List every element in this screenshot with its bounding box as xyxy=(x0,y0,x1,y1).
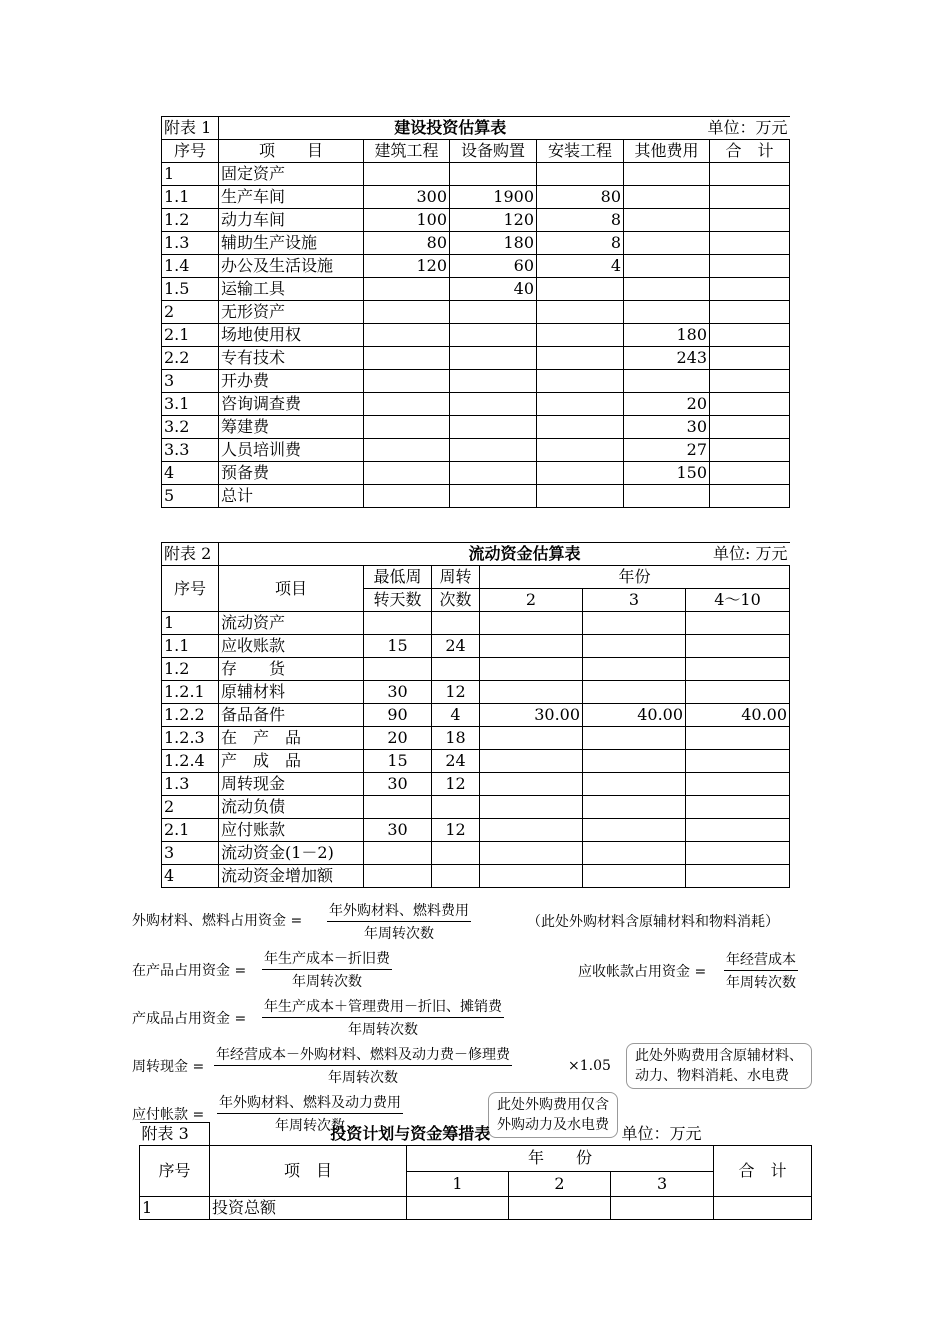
table-row xyxy=(162,819,790,842)
row-value xyxy=(480,658,583,681)
row-seq: 1.2 xyxy=(162,658,219,681)
row-value xyxy=(583,658,686,681)
table-row xyxy=(140,1197,812,1220)
row-seq: 3 xyxy=(162,370,219,393)
row-value xyxy=(480,612,583,635)
table-row xyxy=(162,255,790,278)
row-value xyxy=(509,1197,611,1220)
row-item: 筹建费 xyxy=(219,416,364,439)
table-row xyxy=(162,163,790,186)
row-item: 专有技术 xyxy=(219,347,364,370)
row-seq: 2.2 xyxy=(162,347,219,370)
row-value xyxy=(537,393,624,416)
note-line: 动力、物料消耗、水电费 xyxy=(635,1068,789,1084)
row-value xyxy=(583,796,686,819)
row-value xyxy=(537,301,624,324)
row-item: 存 货 xyxy=(219,658,364,681)
row-value xyxy=(624,186,710,209)
table-row xyxy=(162,462,790,485)
header-cell: 建筑工程 xyxy=(364,140,450,163)
formula-label: 应付帐款 = xyxy=(132,1107,205,1123)
row-value: 243 xyxy=(624,347,710,370)
numerator: 年生产成本－折旧费 xyxy=(262,948,392,970)
row-value xyxy=(583,819,686,842)
row-value: 12 xyxy=(432,773,480,796)
table-row xyxy=(162,301,790,324)
row-seq: 3.2 xyxy=(162,416,219,439)
row-seq: 1.2.1 xyxy=(162,681,219,704)
row-value xyxy=(583,842,686,865)
row-value xyxy=(450,393,537,416)
table-row xyxy=(162,773,790,796)
row-value xyxy=(537,462,624,485)
row-seq: 1.2.2 xyxy=(162,704,219,727)
row-value: 8 xyxy=(537,209,624,232)
table-row xyxy=(162,186,790,209)
row-value xyxy=(537,347,624,370)
row-value xyxy=(583,681,686,704)
row-value: 40.00 xyxy=(686,704,790,727)
denominator: 年周转次数 xyxy=(292,974,362,990)
investment-plan-table xyxy=(139,1122,812,1220)
table-row xyxy=(162,439,790,462)
row-item: 辅助生产设施 xyxy=(219,232,364,255)
header-cell: 其他费用 xyxy=(624,140,710,163)
row-seq: 1.2.4 xyxy=(162,750,219,773)
row-value xyxy=(480,819,583,842)
row-item: 原辅材料 xyxy=(219,681,364,704)
row-value: 100 xyxy=(364,209,450,232)
row-value xyxy=(710,163,790,186)
row-item: 开办费 xyxy=(219,370,364,393)
row-item: 投资总额 xyxy=(210,1197,407,1220)
table-title: 流动资金估算表 xyxy=(219,543,583,566)
row-value xyxy=(364,439,450,462)
row-value xyxy=(686,612,790,635)
row-value: 80 xyxy=(364,232,450,255)
row-value xyxy=(432,796,480,819)
row-value xyxy=(480,865,583,888)
table-row xyxy=(162,416,790,439)
row-value: 20 xyxy=(624,393,710,416)
row-seq: 3 xyxy=(162,842,219,865)
table-row xyxy=(162,209,790,232)
row-value: 12 xyxy=(432,819,480,842)
row-item: 流动资产 xyxy=(219,612,364,635)
row-seq: 1.2 xyxy=(162,209,219,232)
row-value xyxy=(364,347,450,370)
table-row xyxy=(162,278,790,301)
row-value xyxy=(364,370,450,393)
row-value xyxy=(450,347,537,370)
row-value xyxy=(624,301,710,324)
row-value xyxy=(432,842,480,865)
row-value xyxy=(480,727,583,750)
header-days-1: 最低周 xyxy=(364,566,432,589)
row-value: 120 xyxy=(364,255,450,278)
row-seq: 4 xyxy=(162,865,219,888)
table-row xyxy=(162,865,790,888)
formula-fraction xyxy=(327,900,471,943)
row-seq: 2 xyxy=(162,301,219,324)
note-line: 此处外购费用含原辅材料、 xyxy=(635,1048,803,1064)
row-value: 30 xyxy=(364,773,432,796)
row-value xyxy=(364,416,450,439)
row-value xyxy=(710,324,790,347)
row-item: 应付账款 xyxy=(219,819,364,842)
row-value xyxy=(686,796,790,819)
row-value xyxy=(537,485,624,508)
row-value xyxy=(710,209,790,232)
table-tag: 附表 2 xyxy=(162,543,219,566)
header-seq: 序号 xyxy=(162,566,219,612)
row-value: 15 xyxy=(364,635,432,658)
row-value xyxy=(364,462,450,485)
row-seq: 5 xyxy=(162,485,219,508)
header-year-3: 3 xyxy=(611,1171,714,1197)
row-value xyxy=(364,796,432,819)
header-cell: 安装工程 xyxy=(537,140,624,163)
table-row xyxy=(162,347,790,370)
header-cell: 设备购置 xyxy=(450,140,537,163)
header-seq: 序号 xyxy=(140,1146,210,1197)
row-item: 流动负债 xyxy=(219,796,364,819)
row-value xyxy=(710,186,790,209)
formula-fraction xyxy=(724,949,798,992)
row-item: 运输工具 xyxy=(219,278,364,301)
numerator: 年经营成本－外购材料、燃料及动力费－修理费 xyxy=(214,1044,512,1066)
row-value xyxy=(624,278,710,301)
row-value xyxy=(364,324,450,347)
row-value xyxy=(450,416,537,439)
row-value xyxy=(407,1197,509,1220)
numerator: 年生产成本＋管理费用－折旧、摊销费 xyxy=(262,996,504,1018)
row-value xyxy=(450,462,537,485)
row-seq: 1.1 xyxy=(162,186,219,209)
formula-label: 外购材料、燃料占用资金 = xyxy=(132,913,303,929)
row-item: 应收账款 xyxy=(219,635,364,658)
row-value: 1900 xyxy=(450,186,537,209)
row-item: 人员培训费 xyxy=(219,439,364,462)
row-seq: 1.3 xyxy=(162,773,219,796)
row-seq: 1 xyxy=(162,612,219,635)
row-value xyxy=(710,485,790,508)
row-value xyxy=(364,163,450,186)
numerator: 年外购材料、燃料及动力费用 xyxy=(217,1092,403,1114)
header-year-2: 2 xyxy=(480,589,583,612)
denominator: 年周转次数 xyxy=(328,1070,398,1086)
row-value: 24 xyxy=(432,750,480,773)
multiplier: ×1.05 xyxy=(568,1058,611,1074)
row-value xyxy=(624,485,710,508)
table-row xyxy=(162,681,790,704)
row-value xyxy=(686,658,790,681)
row-seq: 2 xyxy=(162,796,219,819)
row-value: 30 xyxy=(364,681,432,704)
row-value xyxy=(624,255,710,278)
row-value xyxy=(537,416,624,439)
row-value xyxy=(710,439,790,462)
note-line: 此处外购费用仅含 xyxy=(497,1097,609,1113)
row-value: 4 xyxy=(537,255,624,278)
row-seq: 3.3 xyxy=(162,439,219,462)
header-item: 项目 xyxy=(219,566,364,612)
row-item: 流动资金(1－2) xyxy=(219,842,364,865)
row-value xyxy=(686,635,790,658)
row-value xyxy=(686,842,790,865)
header-year: 年份 xyxy=(480,566,790,589)
row-seq: 1.4 xyxy=(162,255,219,278)
row-value xyxy=(432,658,480,681)
row-value xyxy=(710,232,790,255)
row-seq: 1.3 xyxy=(162,232,219,255)
formula-fraction xyxy=(262,948,392,991)
row-value xyxy=(364,485,450,508)
table-row xyxy=(162,324,790,347)
header-year: 年 份 xyxy=(407,1146,714,1172)
formula-label: 在产品占用资金 = xyxy=(132,963,247,979)
row-value xyxy=(710,393,790,416)
row-value: 20 xyxy=(364,727,432,750)
row-value xyxy=(710,370,790,393)
row-value: 60 xyxy=(450,255,537,278)
header-year-4-10: 4～10 xyxy=(686,589,790,612)
formula-label: 产成品占用资金 = xyxy=(132,1011,247,1027)
table-row xyxy=(162,658,790,681)
row-value xyxy=(624,163,710,186)
row-value xyxy=(450,370,537,393)
table-row xyxy=(162,485,790,508)
row-value xyxy=(364,278,450,301)
row-value xyxy=(710,278,790,301)
construction-investment-table xyxy=(161,116,790,508)
row-item: 办公及生活设施 xyxy=(219,255,364,278)
row-seq: 3.1 xyxy=(162,393,219,416)
row-value: 300 xyxy=(364,186,450,209)
row-item: 在 产 品 xyxy=(219,727,364,750)
row-value xyxy=(432,865,480,888)
row-value xyxy=(537,278,624,301)
table-title: 建设投资估算表 xyxy=(219,117,624,140)
row-value xyxy=(480,773,583,796)
table-row xyxy=(162,704,790,727)
row-seq: 1.5 xyxy=(162,278,219,301)
row-value: 15 xyxy=(364,750,432,773)
row-value xyxy=(583,727,686,750)
row-value xyxy=(624,232,710,255)
header-year-3: 3 xyxy=(583,589,686,612)
table-row xyxy=(162,796,790,819)
row-value xyxy=(537,439,624,462)
row-value: 40.00 xyxy=(583,704,686,727)
table-row xyxy=(162,612,790,635)
row-value xyxy=(537,370,624,393)
header-days-2: 转天数 xyxy=(364,589,432,612)
table-row xyxy=(162,370,790,393)
row-value: 8 xyxy=(537,232,624,255)
row-value: 180 xyxy=(450,232,537,255)
row-seq: 1 xyxy=(140,1197,210,1220)
row-value xyxy=(686,727,790,750)
row-value: 30 xyxy=(364,819,432,842)
row-value xyxy=(686,750,790,773)
unit-label: 单位：万元 xyxy=(624,117,790,140)
unit-label: 单位: 万元 xyxy=(583,543,790,566)
table-tag: 附表 1 xyxy=(162,117,219,140)
row-seq: 4 xyxy=(162,462,219,485)
table-row xyxy=(162,750,790,773)
row-value xyxy=(686,865,790,888)
row-value: 30 xyxy=(624,416,710,439)
denominator: 年周转次数 xyxy=(726,975,796,991)
row-value xyxy=(710,347,790,370)
row-item: 生产车间 xyxy=(219,186,364,209)
row-value: 90 xyxy=(364,704,432,727)
row-value xyxy=(686,819,790,842)
row-value: 80 xyxy=(537,186,624,209)
row-value: 4 xyxy=(432,704,480,727)
table-tag: 附表 3 xyxy=(140,1123,210,1146)
header-cell: 合 计 xyxy=(710,140,790,163)
row-value xyxy=(611,1197,714,1220)
row-item: 周转现金 xyxy=(219,773,364,796)
row-item: 总计 xyxy=(219,485,364,508)
row-value: 150 xyxy=(624,462,710,485)
row-value xyxy=(537,324,624,347)
row-value xyxy=(537,163,624,186)
denominator: 年周转次数 xyxy=(364,926,434,942)
unit-label: 单位：万元 xyxy=(621,1123,702,1143)
row-value xyxy=(480,681,583,704)
row-item: 预备费 xyxy=(219,462,364,485)
row-item: 动力车间 xyxy=(219,209,364,232)
note-line: 外购动力及水电费 xyxy=(497,1117,609,1133)
row-seq: 1.2.3 xyxy=(162,727,219,750)
row-seq: 2.1 xyxy=(162,819,219,842)
row-value xyxy=(624,209,710,232)
row-value: 18 xyxy=(432,727,480,750)
row-value xyxy=(710,255,790,278)
header-item: 项 目 xyxy=(210,1146,407,1197)
row-value xyxy=(450,324,537,347)
table-row xyxy=(162,842,790,865)
row-value xyxy=(686,681,790,704)
row-value: 40 xyxy=(450,278,537,301)
table-row xyxy=(162,635,790,658)
row-value: 120 xyxy=(450,209,537,232)
formula-fraction xyxy=(262,996,504,1039)
denominator: 年周转次数 xyxy=(348,1022,418,1038)
row-seq: 1.1 xyxy=(162,635,219,658)
row-value xyxy=(710,462,790,485)
header-cell: 项 目 xyxy=(219,140,364,163)
row-value xyxy=(583,635,686,658)
table-row xyxy=(162,727,790,750)
row-value xyxy=(480,796,583,819)
header-times-2: 次数 xyxy=(432,589,480,612)
row-value xyxy=(364,865,432,888)
row-value xyxy=(710,301,790,324)
working-capital-table xyxy=(161,542,790,888)
row-value: 180 xyxy=(624,324,710,347)
numerator: 年外购材料、燃料费用 xyxy=(327,900,471,922)
table-header-row xyxy=(162,140,790,163)
row-item: 备品备件 xyxy=(219,704,364,727)
header-year-2: 2 xyxy=(509,1171,611,1197)
row-value xyxy=(364,842,432,865)
row-value xyxy=(686,773,790,796)
header-times-1: 周转 xyxy=(432,566,480,589)
row-value: 24 xyxy=(432,635,480,658)
row-value xyxy=(583,750,686,773)
row-value xyxy=(624,370,710,393)
row-item: 流动资金增加额 xyxy=(219,865,364,888)
row-value xyxy=(450,301,537,324)
table-title: 投资计划与资金筹措表 xyxy=(330,1123,491,1143)
table-row xyxy=(162,232,790,255)
row-item: 固定资产 xyxy=(219,163,364,186)
row-value xyxy=(480,750,583,773)
row-value xyxy=(583,612,686,635)
row-value xyxy=(714,1197,812,1220)
row-value xyxy=(364,658,432,681)
row-value: 30.00 xyxy=(480,704,583,727)
formula-fraction xyxy=(214,1044,512,1087)
formula-note: （此处外购材料含原辅材料和物料消耗） xyxy=(527,914,779,930)
row-value xyxy=(450,485,537,508)
denominator: 年周转次数 xyxy=(275,1118,345,1134)
row-item: 产 成 品 xyxy=(219,750,364,773)
formula-label: 应收帐款占用资金 = xyxy=(578,964,707,980)
row-value xyxy=(710,416,790,439)
formula-label: 周转现金 = xyxy=(132,1059,205,1075)
row-value xyxy=(480,842,583,865)
row-value xyxy=(364,301,450,324)
row-seq: 1 xyxy=(162,163,219,186)
row-value xyxy=(583,865,686,888)
row-item: 无形资产 xyxy=(219,301,364,324)
row-value xyxy=(432,612,480,635)
row-value xyxy=(450,439,537,462)
header-cell: 序号 xyxy=(162,140,219,163)
numerator: 年经营成本 xyxy=(724,949,798,971)
row-value xyxy=(480,635,583,658)
row-item: 场地使用权 xyxy=(219,324,364,347)
header-year-1: 1 xyxy=(407,1171,509,1197)
callout-note xyxy=(626,1043,812,1089)
header-total: 合 计 xyxy=(714,1146,812,1197)
table-row xyxy=(162,393,790,416)
row-seq: 2.1 xyxy=(162,324,219,347)
row-value xyxy=(583,773,686,796)
row-value xyxy=(364,612,432,635)
row-value: 12 xyxy=(432,681,480,704)
row-value xyxy=(450,163,537,186)
row-value xyxy=(364,393,450,416)
row-item: 咨询调查费 xyxy=(219,393,364,416)
row-value: 27 xyxy=(624,439,710,462)
